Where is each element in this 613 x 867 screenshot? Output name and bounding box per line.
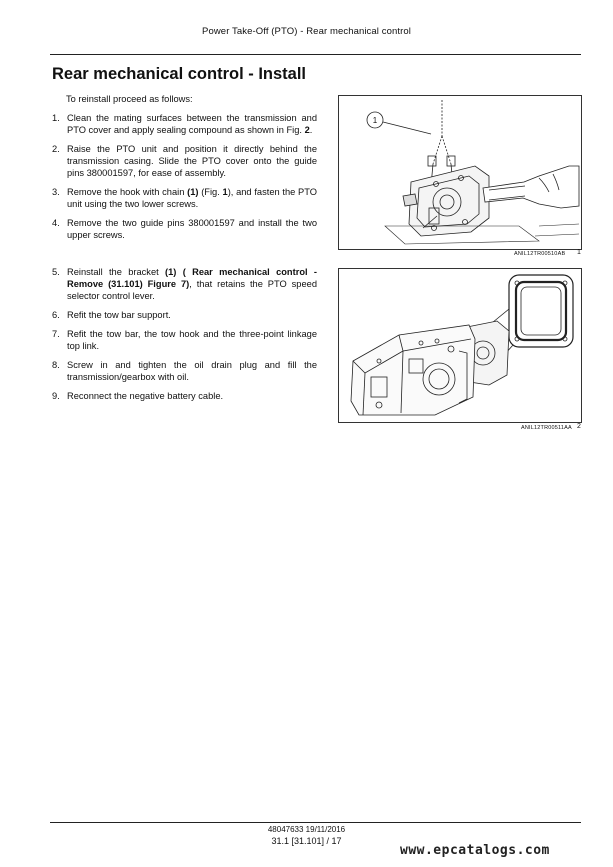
step-item: 8. Screw in and tighten the oil drain plug and fill the transmission/gearbox with oil.: [52, 360, 317, 382]
page-reference: 31.1 [31.101] / 17: [271, 836, 342, 846]
running-header: Power Take-Off (PTO) - Rear mechanical control: [202, 26, 411, 37]
steps-list-b: [52, 266, 317, 409]
step-item: 1. Clean the mating surfaces between the transmission and PTO cover and apply sealing compound as shown in Fig. 2.: [52, 113, 317, 135]
callout-1: 1: [372, 116, 378, 125]
figure-1-number: 1: [577, 249, 581, 256]
footer-rule: [50, 822, 581, 823]
step-item: 3. Remove the hook with chain (1) (Fig. 1), and fasten the PTO unit using the two lower screws.: [52, 187, 317, 209]
figure-1-caption: ANIL12TR00510AB: [514, 251, 566, 257]
steps-list-a: [52, 112, 317, 248]
step-item: 9. Reconnect the negative battery cable.: [52, 391, 224, 401]
pto-lift-illustration: [339, 96, 581, 249]
step-number: 4.: [52, 218, 60, 228]
doc-id: 48047633 19/11/2016: [267, 825, 346, 834]
cross-reference: (1) ( Rear mechanical control - Remove (31.101) Figure 7): [67, 267, 317, 289]
step-number: 7.: [52, 329, 60, 339]
step-number: 5.: [52, 267, 60, 277]
step-number: 9.: [52, 391, 60, 401]
figure-1-pto-hoist: [338, 95, 582, 250]
figure-2-sealing: [338, 268, 582, 423]
step-item: 7. Refit the tow bar, the tow hook and the three-point linkage top link.: [52, 329, 317, 351]
figure-2-number: 2: [577, 423, 581, 430]
step-number: 2.: [52, 144, 60, 154]
figure-2-caption: ANIL12TR00511AA: [521, 425, 572, 431]
site-watermark: www.epcatalogs.com: [400, 843, 550, 858]
step-number: 1.: [52, 113, 60, 123]
gearbox-sealing-illustration: [339, 269, 581, 422]
step-item: 6. Refit the tow bar support.: [52, 310, 171, 320]
step-item: 4. Remove the two guide pins 380001597 and install the two upper screws.: [52, 218, 317, 240]
step-number: 6.: [52, 310, 60, 320]
section-title: Rear mechanical control - Install: [52, 65, 306, 83]
step-number: 3.: [52, 187, 60, 197]
intro-text: To reinstall proceed as follows:: [66, 94, 193, 104]
step-item: 5. Reinstall the bracket (1) ( Rear mechanical control - Remove (31.101) Figure 7), that retains the PTO speed selector control lever.: [52, 267, 317, 301]
step-item: 2. Raise the PTO unit and position it directly behind the transmission casing. Slide the PTO cover onto the guide pins 380001597, for ease of assembly.: [52, 144, 317, 178]
step-number: 8.: [52, 360, 60, 370]
header-rule: [50, 54, 581, 55]
